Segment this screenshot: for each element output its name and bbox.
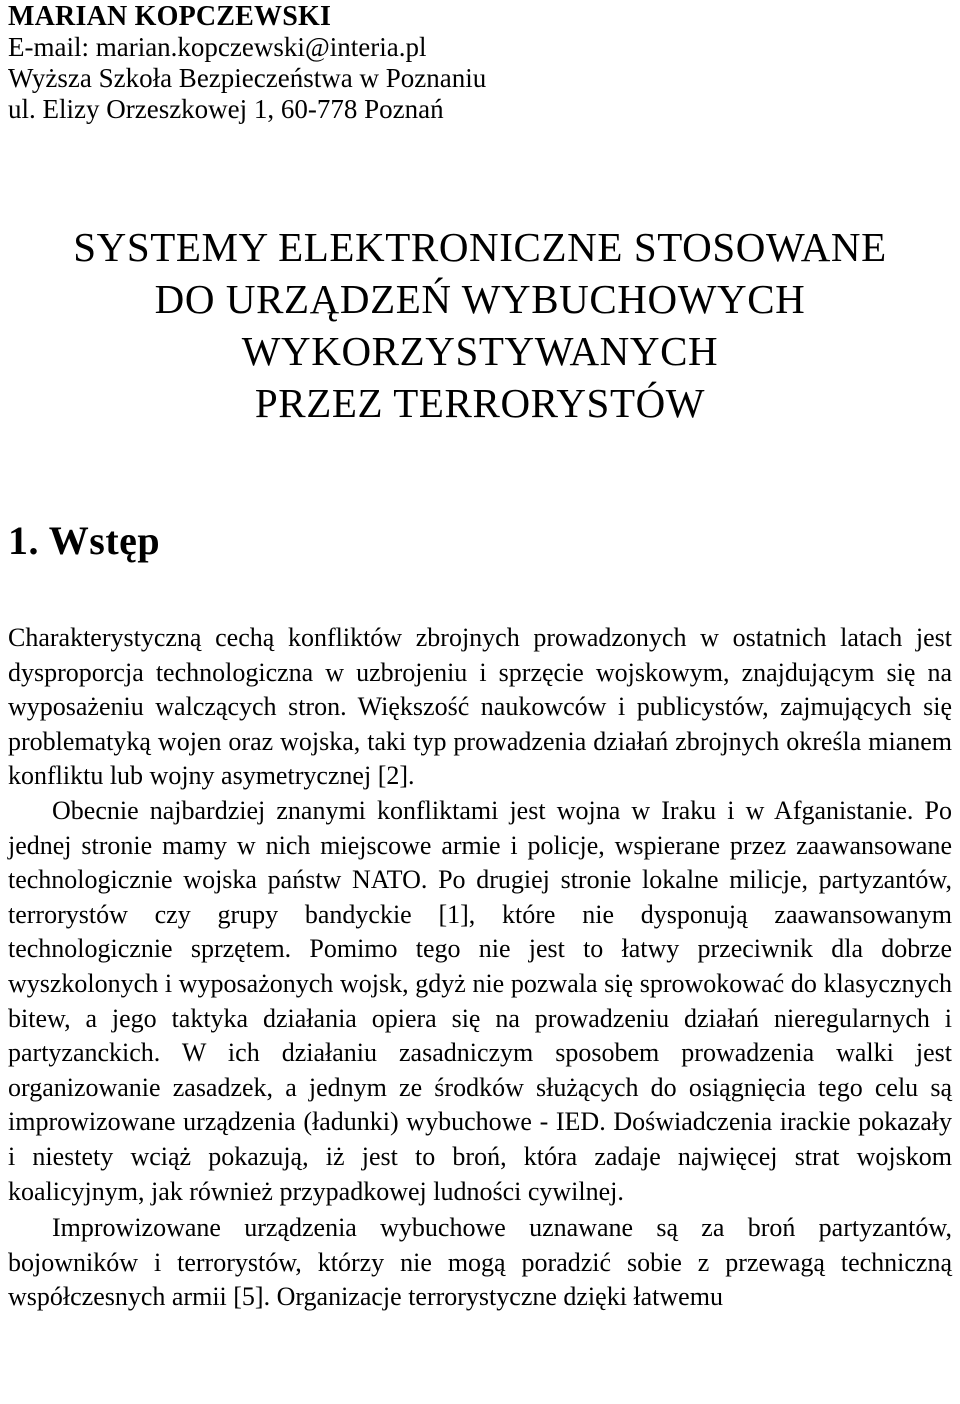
author-address: ul. Elizy Orzeszkowej 1, 60-778 Poznań [8, 94, 444, 124]
title-line-1: SYSTEMY ELEKTRONICZNE STOSOWANE [73, 224, 887, 270]
paragraph: Charakterystyczną cechą konfliktów zbrojnych prowadzonych w ostatnich latach jest dysproporcja technologiczna w uzbrojeniu i sprzęcie wojskowym, znajdującym się na wyposażeniu walczących stron. Większość naukowców i publicystów, zajmujących się problematyką wojen oraz wojska, taki typ prowadzenia działań zbrojnych określa mianem konfliktu lub wojny asymetrycznej [2]. [8, 623, 952, 791]
paragraph: Improwizowane urządzenia wybuchowe uznawane są za broń partyzantów, bojowników i terrorystów, którzy nie mogą poradzić sobie z przewagą techniczną współczesnych armii [5]. Organizacje terrorystyczne dzięki łatwemu [8, 1213, 952, 1312]
section-body [8, 621, 952, 1315]
title-line-2: DO URZĄDZEŃ WYBUCHOWYCH [154, 276, 806, 322]
author-block [8, 2, 952, 125]
author-institution: Wyższa Szkoła Bezpieczeństwa w Poznaniu [8, 63, 487, 93]
section-heading: 1. Wstęp [8, 518, 161, 563]
paragraph: Obecnie najbardziej znanymi konfliktami jest wojna w Iraku i w Afganistanie. Po jednej stronie mamy w nich miejscowe armie i policje, wspierane przez zaawansowane technologicznie wojska państw NATO. Po drugiej stronie lokalne milicje, partyzantów, terrorystów czy grupy bandyckie [1], które nie dysponują zaawansowanym technologicznie sprzętem. Pomimo tego nie jest to łatwy przeciwnik dla dobrze wyszkolonych i wyposażonych wojsk, gdyż nie pozwala się sprowokować do klasycznych bitew, a jego taktyka działania opiera się na prowadzeniu działań nieregularnych i partyzanckich. W ich działaniu zasadniczym sposobem prowadzenia walki jest organizowanie zasadzek, a jednym ze środków służących do osiągnięcia tego celu są improwizowane urządzenia (ładunki) wybuchowe - IED. Doświadczenia irackie pokazały i niestety wciąż pokazują, iż jest to broń, która zadaje najwięcej strat wojskom koalicyjnym, jak również przypadkowej ludności cywilnej. [8, 795, 952, 1206]
paper-title [8, 221, 952, 429]
author-name: MARIAN KOPCZEWSKI [8, 1, 332, 32]
title-line-3: WYKORZYSTYWANYCH [241, 328, 719, 374]
author-email: E-mail: marian.kopczewski@interia.pl [8, 32, 427, 62]
document-page [8, 0, 952, 1315]
title-line-4: PRZEZ TERRORYSTÓW [254, 380, 706, 426]
